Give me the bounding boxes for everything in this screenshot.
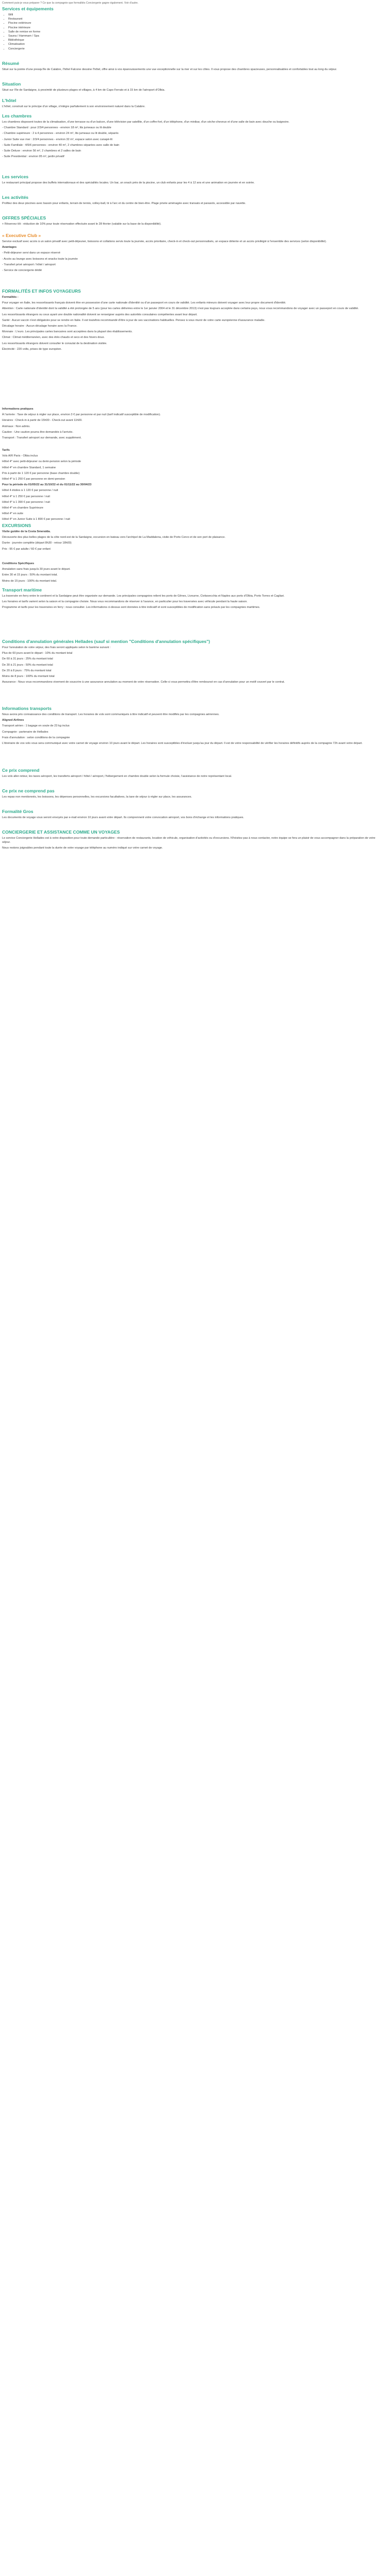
- general-condition-line: De 60 à 31 jours : 25% du montant total: [2, 657, 53, 661]
- formalite-section: [2, 809, 384, 821]
- info-line: Transport : Transfert aéroport sur demande, avec supplément.: [2, 436, 82, 440]
- formalities-text: Attention : Carte nationale d'identité dont la validité a été prolongée de 5 ans (pour les cartes délivrées entre le 1er janvier 2004 et le 31 décembre 2013) n'est pas toujours acceptée dans certains pays, nous vous recommandons de voyager avec un passeport en cours de validité.: [2, 307, 359, 311]
- room-line: - Suite Presidential : environ 95 m², jardin privatif: [2, 155, 64, 159]
- informations-title: Informations transports: [2, 706, 52, 711]
- transport-title: Transport maritime: [2, 587, 42, 592]
- tarifs-title: Tarifs: [2, 449, 10, 452]
- service-item: • Conciergerie: [8, 47, 384, 51]
- informations-line: Compagnie : partenaire de Hellades: [2, 730, 48, 734]
- situation-text: Situé sur l'île de Sardaigne, à proximité de plusieurs plages et villages, à 4 km de Capo Ferrato et à 15 km de l'aéroport d'Olbia.: [2, 89, 166, 92]
- activities-text: Profitez des deux piscines avec bassin pour enfants, terrain de tennis, volley-ball, tir à l'arc et du centre de bien-être. Plage privée aménagée avec transats et parasols, accessible par navette.: [2, 202, 246, 205]
- formalities-text: Santé : Aucun vaccin n'est obligatoire pour se rendre en Italie. Il est toutefois recommandé d'être à jour de ses vaccinations habituelles. Pensez à vous munir de votre carte européenne d'assurance maladie.: [2, 318, 266, 322]
- service-item: • Climatisation: [8, 42, 384, 46]
- hotel-title: L'hôtel: [2, 98, 17, 103]
- included-title: Ce prix comprend: [2, 768, 40, 773]
- situation-section: [2, 81, 384, 94]
- tarif-line: Prix à partir de 1 120 € par personne (base chambre double): [2, 471, 80, 475]
- info-line: Animaux : Non admis.: [2, 425, 30, 428]
- transport-text: Programme et tarifs pour les traversées en ferry : nous consulter. Les informations ci-dessus sont données à titre indicatif et sont susceptibles de modification sans préavis par les compagnies maritimes.: [2, 606, 260, 609]
- rooms-title: Les chambres: [2, 113, 32, 118]
- tarif-date-line: Hôtel 4* à 1 390 € par personne / nuit: [2, 500, 50, 504]
- excursions-title: EXCURSIONS: [2, 523, 31, 528]
- general-conditions-text: Pour l'annulation de votre séjour, des frais seront appliqués selon le barème suivant :: [2, 646, 111, 649]
- tarif-date-line: Hôtel 4* en chambre Supérieure: [2, 506, 43, 510]
- room-line: - Chambre Standard : pour 2/3/4 personnes - environ 18 m², lits jumeaux ou lit double: [2, 126, 111, 130]
- condition-line: Moins de 15 jours : 100% du montant total.: [2, 579, 57, 583]
- hotel-text: L'hôtel, construit sur le principe d'un village, s'intègre parfaitement à son environnement naturel dans la Calabre.: [2, 105, 145, 108]
- club-section: [2, 233, 384, 274]
- general-condition-line: De 20 à 8 jours : 75% du montant total: [2, 669, 52, 672]
- info-line: À l'arrivée : Taxe de séjour à régler sur place, environ 3 € par personne et par nuit (tarif indicatif susceptible de modification).: [2, 413, 161, 417]
- info-line: Horaires : Check-in à partir de 15h00 - Check-out avant 11h00.: [2, 419, 83, 422]
- formalite-title: Formalité Gros: [2, 809, 34, 814]
- services-block-text: Le restaurant principal propose des buffets internationaux et des spécialités locales. Un bar, un snack près de la piscine, un club enfants pour les 4 à 12 ans et une animation en journée et en soirée.: [2, 181, 255, 184]
- not-included-title: Ce prix ne comprend pas: [2, 788, 55, 793]
- informations-line: Frais d'annulation : selon conditions de la compagnie: [2, 736, 70, 739]
- room-line: - Suite Deluxe : environ 56 m², 2 chambres et 2 salles de bain: [2, 149, 81, 153]
- service-item: • Sauna / Hammam / Spa: [8, 34, 384, 38]
- tarif-line: Hôtel 4* à 1 250 € par personne en demi-pension: [2, 478, 66, 481]
- formalities-text: Les ressortissants étrangers doivent consulter le consulat de la destination visitée.: [2, 342, 107, 345]
- service-item: • Piscine intérieure: [8, 26, 384, 30]
- conciergerie-text: Le service Conciergerie Hellades est à votre disposition pour toute demande particulière : réservation de restaurants, location de véhicule, organisation d'activités ou d'excursions. N'hésitez pas à nous contacter, notre équipe se fera un plaisir de vous accompagner dans la préparation de votre séjour.: [2, 837, 376, 844]
- informations-subtitle: Aligned Airlines: [2, 719, 24, 722]
- formalities-title: FORMALITÉS ET INFOS VOYAGEURS: [2, 289, 81, 294]
- formalities-text: Monnaie : L'euro. Les principales cartes bancaires sont acceptées dans la plupart des établissements.: [2, 330, 133, 334]
- hotel-section: [2, 98, 384, 110]
- conciergerie-title: CONCIERGERIE ET ASSISTANCE COMME UN VOYAGES: [2, 829, 120, 835]
- informations-line: Transport aérien : 1 bagage en soute de 23 kg inclus: [2, 724, 70, 728]
- services-list: [2, 13, 384, 51]
- general-conditions-title: Conditions d'annulation générales Hellades (sauf si mention "Conditions d'annulation spécifiques"): [2, 639, 210, 644]
- activities-section: [2, 195, 384, 207]
- offers-title: OFFRES SPÉCIALES: [2, 215, 46, 221]
- club-text: Service exclusif avec accès à un salon privatif avec petit-déjeuner, boissons et collations servis toute la journée, accès prioritaire, check-in et check-out personnalisés, un espace détente et un accès privilégié à l'ensemble des services (selon disponibilité).: [2, 240, 327, 243]
- tarifs-section: [2, 448, 384, 523]
- advantage-line: - Transfert privé aéroport / hôtel / aéroport: [2, 263, 56, 266]
- tarif-line: Hôtel 4* en chambre Standard, 1 semaine: [2, 466, 56, 469]
- excursion-line: Prix : 95 € par adulte / 60 € par enfant: [2, 547, 51, 551]
- excursions-text: Découverte des plus belles plages de la côte nord-est de la Sardaigne, excursion en bateau vers l'archipel de La Maddalena, visite de Porto Cervo et de son port de plaisance.: [2, 536, 225, 539]
- tarif-date-line: Hôtel 4* à 1 250 € par personne / nuit: [2, 495, 50, 498]
- general-conditions-section: [2, 639, 384, 686]
- general-conditions-text: Assurance : Nous vous recommandons vivement de souscrire à une assurance annulation au moment de votre réservation. Celle-ci vous permettra d'être remboursé en cas d'annulation pour un motif couvert par le contrat.: [2, 681, 285, 684]
- services-section: [2, 6, 384, 53]
- informations-section: [2, 706, 384, 747]
- advantages-title: Avantages: [2, 246, 17, 249]
- services-block-title: Les services: [2, 174, 29, 179]
- activities-title: Les activités: [2, 195, 29, 200]
- formalite-text: Les documents de voyage vous seront envoyés par e-mail environ 10 jours avant votre départ. Ils comprennent votre convocation aéroport, vos bons d'échange et les informations pratiques.: [2, 816, 245, 819]
- tarif-line: Hôtel 4* avec petit-déjeuner ou demi-pension selon la période: [2, 460, 81, 464]
- formalities-text: Décalage horaire : Aucun décalage horaire avec la France.: [2, 325, 77, 328]
- formalities-text: Pour voyager en Italie, les ressortissants français doivent être en possession d'une carte nationale d'identité ou d'un passeport en cours de validité. Les enfants mineurs doivent voyager avec leur propre document d'identité.: [2, 301, 286, 305]
- offers-section: [2, 215, 384, 228]
- specific-conditions-section: [2, 562, 384, 585]
- services-block-section: [2, 174, 384, 187]
- condition-line: Entre 30 et 15 jours : 50% du montant total.: [2, 573, 58, 577]
- specific-conditions-title: Conditions Spécifiques: [2, 562, 35, 565]
- transport-text: Les horaires et tarifs varient selon la saison et la compagnie choisie. Nous vous recommandons de réserver à l'avance, en particulier pour les traversées avec véhicule pendant la haute saison.: [2, 600, 248, 604]
- not-included-section: [2, 788, 384, 801]
- advantage-line: - Service de conciergerie dédié: [2, 269, 42, 273]
- formalities-section: [2, 289, 384, 353]
- formalities-text: Électricité : 220 volts, prises de type européen.: [2, 347, 62, 351]
- service-item: • Salle de remise en forme: [8, 30, 384, 34]
- informations-text: Nous avons pris connaissance des conditions de transport. Les horaires de vols sont communiqués à titre indicatif et peuvent être modifiés par les compagnies aériennes.: [2, 713, 220, 716]
- advantage-line: - Accès au lounge avec boissons et snacks toute la journée: [2, 257, 78, 261]
- room-line: - Suite Familiale : 4/5/6 personnes - environ 40 m², 2 chambres séparées avec salle de bain: [2, 143, 120, 147]
- tarif-dates-title: Pour la période du 01/05/22 au 31/10/22 et du 01/11/22 au 30/04/23: [2, 483, 92, 487]
- general-condition-line: De 30 à 21 jours : 50% du montant total: [2, 663, 53, 667]
- transport-section: [2, 587, 384, 612]
- condition-line: Annulation sans frais jusqu'à 30 jours avant le départ.: [2, 568, 71, 571]
- excursions-section: [2, 523, 384, 553]
- excursion-line: Durée : journée complète (départ 8h30 - retour 18h00): [2, 541, 72, 545]
- conciergerie-section: [2, 829, 384, 852]
- intro-text: Comment puis-je vous préparer ? Ce que la compagnie que formalités Conciergerie gagne également. Voir d'autre.: [2, 2, 139, 5]
- rooms-text: Les chambres disposent toutes de la climatisation, d'une terrasse ou d'un balcon, d'une télévision par satellite, d'un coffre-fort, d'un téléphone, d'un minibar, d'un sèche-cheveux et d'une salle de bain avec douche ou baignoire.: [2, 121, 289, 124]
- general-condition-line: Moins de 8 jours : 100% du montant total: [2, 675, 55, 679]
- tarif-date-line: Hôtel 4 étoiles à 1 120 € par personne / nuit: [2, 489, 58, 493]
- included-section: [2, 768, 384, 780]
- info-line: Caution : Une caution pourra être demandée à l'arrivée.: [2, 430, 73, 434]
- room-line: - Junior Suite vue mer : 2/3/4 personnes - environ 32 m², espace salon avec canapé-lit: [2, 138, 112, 141]
- formalities-text: Les ressortissants étrangers ou ceux ayant une double nationalité doivent se renseigner auprès des autorités consulaires compétentes avant leur départ.: [2, 313, 198, 316]
- included-line: Les vols aller-retour, les taxes aéroport, les transferts aéroport / hôtel / aéroport, l'hébergement en chambre double selon la formule choisie, l'assistance de notre représentant local.: [2, 775, 232, 778]
- resume-text: Situé sur la pointe d'une presqu'île de Calabre, l'hôtel Falcone dessine l'hôtel, offre ainsi à vos épanouissements une vue exceptionnelle sur la mer et sur les côtes. Il vous propose des chambres spacieuses, personnalisables et confortables tout au long du séjour.: [2, 68, 337, 71]
- excursions-subtitle: Visite guidée de la Costa Smeralda.: [2, 530, 51, 533]
- infos-title: Informations pratiques: [2, 408, 34, 411]
- conciergerie-text: Nous restons joignables pendant toute la durée de votre voyage par téléphone au numéro indiqué sur votre carnet de voyage.: [2, 846, 163, 850]
- rooms-section: [2, 113, 384, 160]
- situation-title: Situation: [2, 81, 21, 87]
- service-item: • Restaurant: [8, 17, 384, 21]
- service-item: • Piscine extérieure: [8, 21, 384, 25]
- service-item: • Wifi: [8, 13, 384, 17]
- transport-text: La traversée en ferry entre le continent et la Sardaigne peut être organisée sur demande. Les principales compagnies relient les ports de Gênes, Livourne, Civitavecchia et Naples aux ports d'Olbia, Porto Torres et Cagliari.: [2, 595, 285, 598]
- tarif-date-line: Hôtel 4* en Junior Suite à 1 890 € par personne / nuit: [2, 518, 70, 521]
- infos-section: [2, 407, 384, 442]
- resume-title: Résumé: [2, 61, 20, 66]
- offers-text: + Réservez tôt : réduction de 10% pour toute réservation effectuée avant le 28 février (valable sur la base de la disponibilité).: [2, 223, 161, 226]
- not-included-line: Les repas non mentionnés, les boissons, les dépenses personnelles, les excursions facultatives, la taxe de séjour à régler sur place, les assurances.: [2, 795, 192, 799]
- general-condition-line: Plus de 60 jours avant le départ : 10% du montant total: [2, 652, 73, 655]
- tarif-date-line: Hôtel 4* en suite: [2, 512, 24, 516]
- advantage-line: - Petit-déjeuner servi dans un espace réservé: [2, 251, 60, 255]
- formalities-text: Climat : Climat méditerranéen, avec des étés chauds et secs et des hivers doux.: [2, 336, 105, 340]
- informations-text: L'itinéraire de vos vols vous sera communiqué avec votre carnet de voyage environ 10 jours avant le départ. Les horaires sont susceptibles d'évoluer jusqu'au jour du départ. Il est de votre responsabilité de vérifier les horaires définitifs auprès de la compagnie 72h avant votre départ.: [2, 742, 363, 745]
- service-item: • Bibliothèque: [8, 38, 384, 42]
- services-title: Services et équipements: [2, 6, 54, 11]
- formalities-subtitle: Formalités :: [2, 296, 19, 299]
- room-line: - Chambre supérieure : 2 à 4 personnes - environ 24 m², lits jumeaux ou lit double, séparés: [2, 132, 119, 135]
- resume-section: [2, 61, 384, 73]
- club-title: « Executive Club »: [2, 233, 41, 238]
- tarif-line: Vols A/R Paris - Olbia inclus: [2, 454, 38, 458]
